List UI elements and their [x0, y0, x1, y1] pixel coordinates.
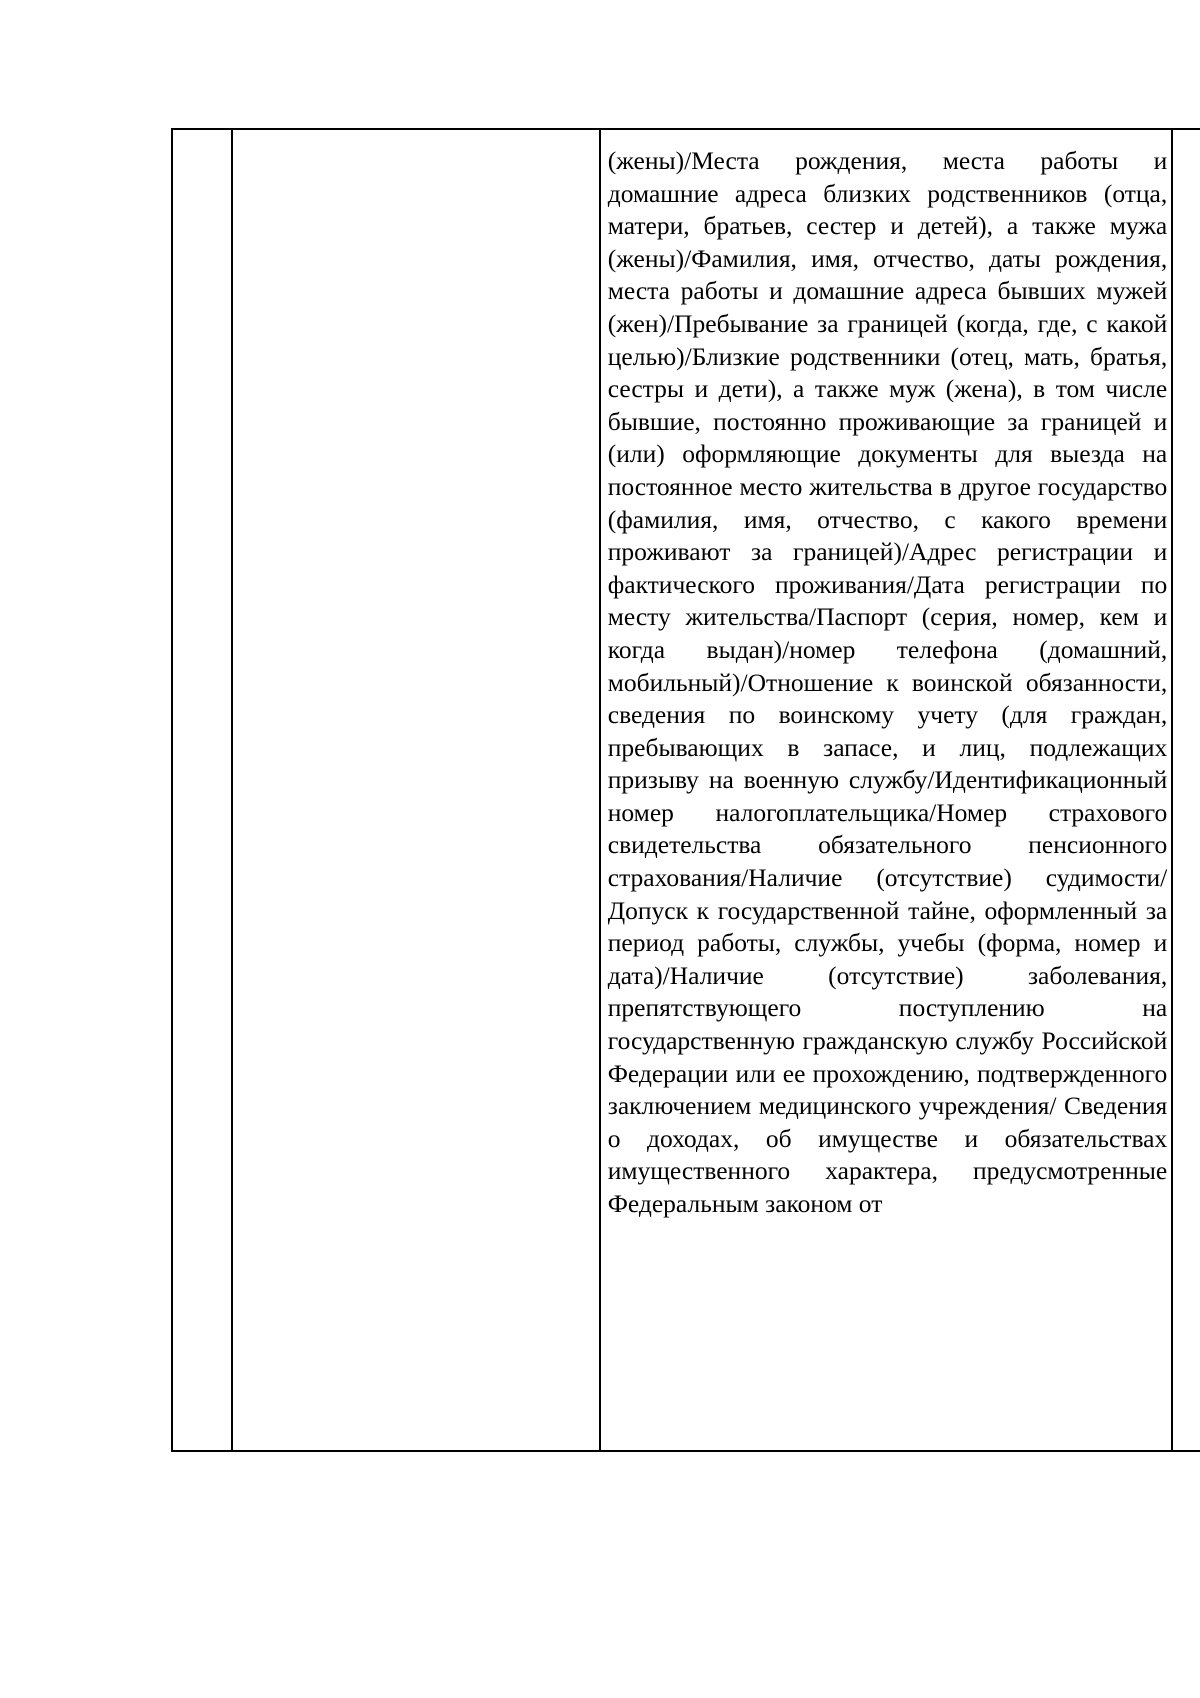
table-cell-number: [172, 129, 232, 1451]
document-table: [171, 128, 1200, 1452]
table-row: [172, 129, 1200, 1451]
table-cell-personal-data-list: [600, 129, 1172, 1451]
table-cell-category: [232, 129, 600, 1451]
personal-data-list-text: (жены)/Места рождения, места работы и домашние адреса близких родственников (отца, матери, братьев, сестер и детей), а также мужа (жены)/Фамилия, имя, отчество, даты рождения, места работы и домашние адреса бывших мужей (жен)/Пребывание за границей (когда, где, с какой целью)/Близкие родственники (отец, мать, братья, сестры и дети), а также муж (жена), в том числе бывшие, постоянно проживающие за границей и (или) оформляющие документы для выезда на постоянное место жительства в другое государство (фамилия, имя, отчество, с какого времени проживают за границей)/Адрес регистрации и фактического проживания/Дата регистрации по месту жительства/Паспорт (серия, номер, кем и когда выдан)/номер телефона (домашний, мобильный)/Отношение к воинской обязанности, сведения по воинскому учету (для граждан, пребывающих в запасе, и лиц, подлежащих призыву на военную службу/Идентификационный номер налогоплательщика/Номер страхового свидетельства обязательного пенсионного страхования/Наличие (отсутствие) судимости/Допуск к государственной тайне, оформленный за период работы, службы, учебы (форма, номер и дата)/Наличие (отсутствие) заболевания, препятствующего поступлению на государственную гражданскую службу Российской Федерации или ее прохождению, подтвержденного заключением медицинского учреждения/ Сведения о доходах, об имуществе и обязательствах имущественного характера, предусмотренные Федеральным законом от: [607, 146, 1168, 1218]
table-cell-next: [1172, 129, 1200, 1451]
